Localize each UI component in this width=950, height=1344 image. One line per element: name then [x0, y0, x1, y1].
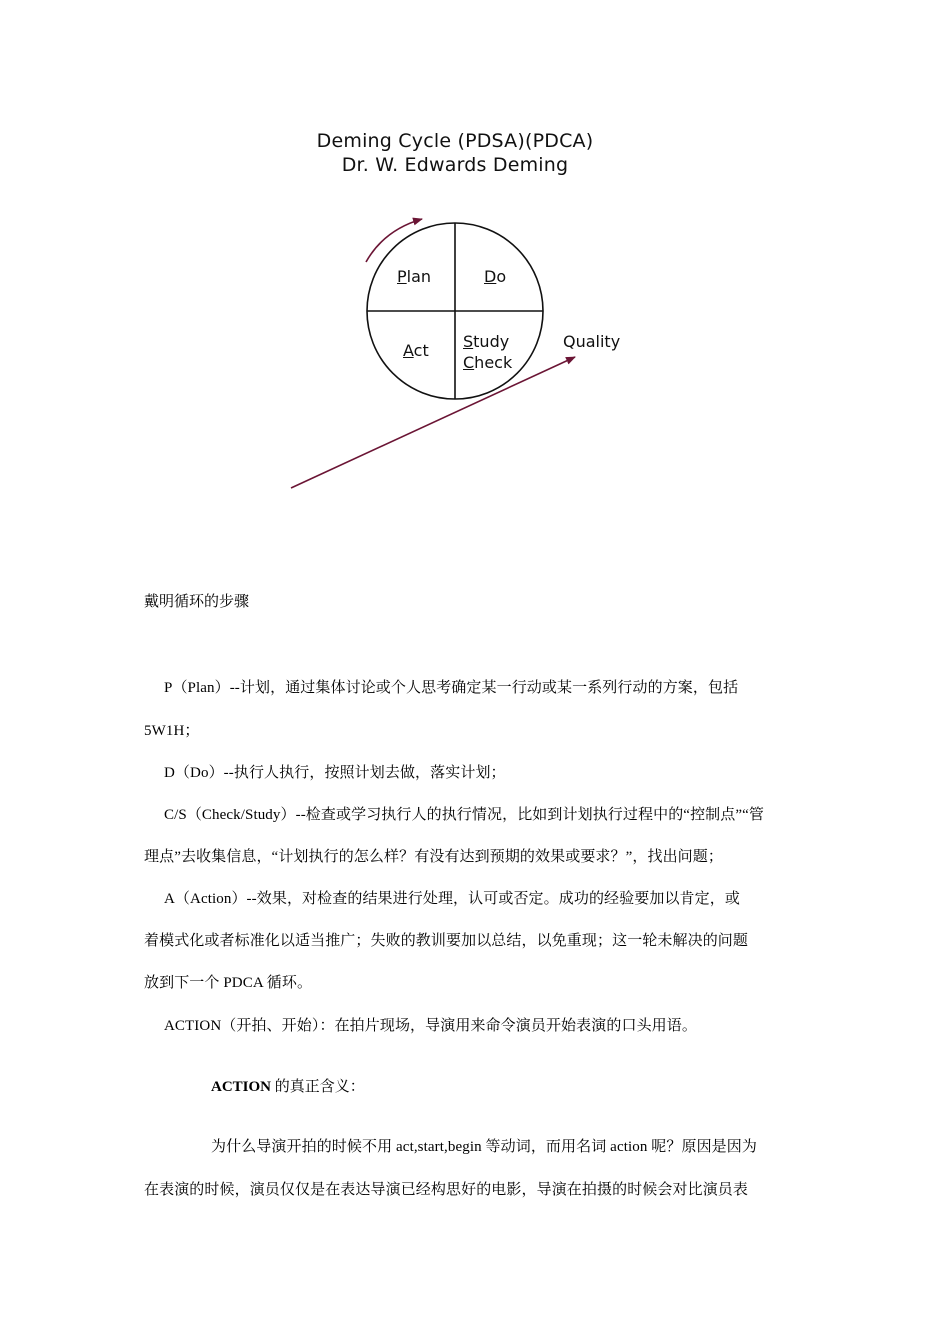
section-heading: 戴明循环的步骤 — [144, 594, 250, 610]
quadrant-plan-label: Plan — [397, 267, 432, 286]
action-meaning-heading: ACTION 的真正含义： — [211, 1079, 365, 1095]
quadrant-study-label: Study — [463, 332, 510, 351]
action-paragraph-line1: A（Action）--效果，对检查的结果进行处理，认可或否定。成功的经验要加以肯定，或 — [164, 891, 740, 907]
plan-paragraph-line2: 5W1H； — [144, 723, 200, 739]
action-paragraph-line2: 着模式化或者标准化以适当推广；失败的教训要加以总结，以免重现；这一轮未解决的问题 — [144, 933, 749, 949]
why-paragraph-line1: 为什么导演开拍的时候不用 act,start,begin 等动词，而用名词 action 呢？原因是因为 — [211, 1139, 757, 1155]
quadrant-do-label: Do — [484, 267, 507, 286]
figure-title: Deming Cycle (PDSA)(PDCA) — [316, 130, 594, 152]
deming-cycle-diagram — [0, 0, 950, 560]
check-paragraph-line1: C/S（Check/Study）--检查或学习执行人的执行情况，比如到计划执行过程中的“控制点”“管 — [164, 807, 764, 823]
quadrant-check-label: Check — [463, 353, 513, 372]
quadrant-act-label: Act — [403, 341, 429, 360]
do-paragraph: D（Do）--执行人执行，按照计划去做，落实计划； — [164, 765, 506, 781]
plan-paragraph-line1: P（Plan）--计划，通过集体讨论或个人思考确定某一行动或某一系列行动的方案，包括 — [164, 680, 739, 696]
figure-subtitle: Dr. W. Edwards Deming — [341, 154, 569, 176]
why-paragraph-line2: 在表演的时候，演员仅仅是在表达导演已经构思好的电影，导演在拍摄的时候会对比演员表 — [144, 1182, 749, 1198]
quality-label: Quality — [563, 332, 621, 351]
check-paragraph-line2: 理点”去收集信息，“计划执行的怎么样？有没有达到预期的效果或要求？”，找出问题； — [144, 849, 723, 865]
action-definition: ACTION（开拍、开始）：在拍片现场，导演用来命令演员开始表演的口头用语。 — [164, 1018, 697, 1034]
action-paragraph-line3: 放到下一个 PDCA 循环。 — [144, 975, 313, 991]
deming-cycle-figure — [0, 0, 950, 560]
